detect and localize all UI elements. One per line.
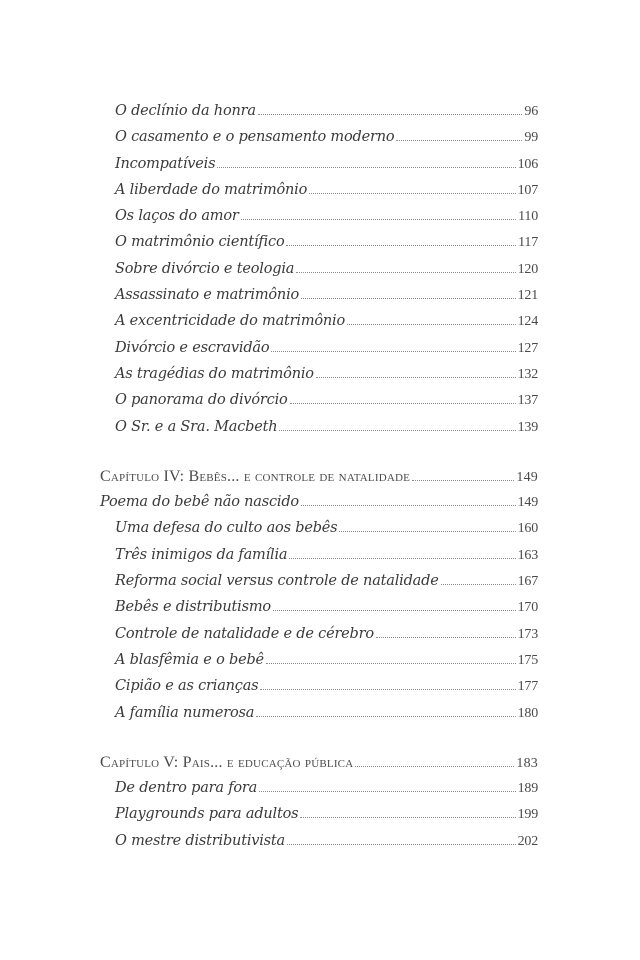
chapter-page: 149 <box>516 469 538 485</box>
entry-page: 106 <box>517 156 538 172</box>
leader-dots <box>290 403 516 404</box>
entry-title: Os laços do amor <box>115 208 239 225</box>
entry-title: A família numerosa <box>115 704 255 721</box>
toc-entry <box>100 599 538 625</box>
entry-title: A liberdade do matrimônio <box>115 181 308 198</box>
leader-dots <box>316 377 516 378</box>
toc-entry <box>100 156 538 182</box>
entry-title: Incompatíveis <box>115 155 216 172</box>
toc-section-a <box>100 103 538 445</box>
entry-page: 170 <box>517 600 538 616</box>
leader-dots <box>241 219 517 220</box>
chapter-title: Capítulo V: Pais... e educação pública <box>100 753 354 771</box>
leader-dots <box>273 610 516 611</box>
leader-dots <box>376 637 516 638</box>
entry-title: A excentricidade do matrimônio <box>115 313 346 330</box>
leader-dots <box>217 167 515 168</box>
entry-title: O Sr. e a Sra. Macbeth <box>115 418 278 435</box>
leader-dots <box>296 272 515 273</box>
chapter-v-heading <box>100 754 538 780</box>
toc-entry <box>100 494 538 520</box>
toc-entry <box>100 287 538 313</box>
toc-entry <box>100 366 538 392</box>
toc-section-b <box>100 494 538 731</box>
entry-title: O mestre distributivista <box>115 832 286 849</box>
toc-entry <box>100 806 538 832</box>
leader-dots <box>279 430 515 431</box>
leader-dots <box>441 584 516 585</box>
entry-title: Controle de natalidade e de cérebro <box>115 625 374 642</box>
leader-dots <box>412 480 514 481</box>
toc-entry <box>100 129 538 155</box>
entry-page: 107 <box>517 182 538 198</box>
entry-title: Assassinato e matrimônio <box>115 287 300 304</box>
entry-page: 96 <box>524 104 538 119</box>
toc-entry <box>100 261 538 287</box>
toc-entry <box>100 340 538 366</box>
entry-title: O casamento e o pensamento moderno <box>115 129 395 146</box>
entry-page: 199 <box>517 807 538 823</box>
entry-page: 175 <box>517 652 538 668</box>
leader-dots <box>289 558 515 559</box>
entry-page: 167 <box>517 574 538 590</box>
leader-dots <box>301 298 516 299</box>
table-of-contents <box>100 103 538 859</box>
entry-title: Bebês e distributismo <box>115 599 271 616</box>
leader-dots <box>309 193 515 194</box>
leader-dots <box>347 324 516 325</box>
toc-entry <box>100 234 538 260</box>
leader-dots <box>396 140 522 141</box>
toc-entry <box>100 313 538 339</box>
entry-title: Cipião e as crianças <box>115 678 259 695</box>
entry-page: 189 <box>517 781 538 797</box>
toc-entry <box>100 678 538 704</box>
entry-title: Uma defesa do culto aos bebês <box>115 520 338 537</box>
entry-page: 127 <box>517 340 538 356</box>
entry-page: 120 <box>517 261 538 277</box>
toc-entry <box>100 208 538 234</box>
leader-dots <box>286 245 516 246</box>
toc-entry <box>100 626 538 652</box>
entry-page: 180 <box>517 705 538 721</box>
entry-title: A blasfêmia e o bebê <box>115 651 264 668</box>
leader-dots <box>287 844 516 845</box>
entry-title: O declínio da honra <box>115 103 256 119</box>
entry-title: Três inimigos da família <box>115 546 288 563</box>
entry-title: Divórcio e escravidão <box>115 339 270 356</box>
chapter-page: 183 <box>516 755 538 771</box>
leader-dots <box>301 505 516 506</box>
toc-entry <box>100 573 538 599</box>
entry-page: 149 <box>517 495 538 511</box>
entry-title: As tragédias do matrimônio <box>115 365 314 382</box>
chapter-iv-heading <box>100 468 538 494</box>
leader-dots <box>271 351 515 352</box>
toc-section-c <box>100 780 538 859</box>
entry-page: 160 <box>517 521 538 537</box>
toc-entry <box>100 547 538 573</box>
entry-page: 173 <box>517 626 538 642</box>
toc-entry <box>100 833 538 859</box>
entry-page: 99 <box>524 130 538 146</box>
leader-dots <box>259 791 515 792</box>
entry-page: 124 <box>517 314 538 330</box>
entry-title: O panorama do divórcio <box>115 392 288 409</box>
leader-dots <box>300 817 515 818</box>
toc-entry <box>100 780 538 806</box>
leader-dots <box>258 114 523 115</box>
entry-title: Sobre divórcio e teologia <box>115 260 295 277</box>
toc-entry <box>100 103 538 129</box>
toc-entry <box>100 652 538 678</box>
entry-page: 117 <box>518 235 538 251</box>
entry-page: 202 <box>517 833 538 849</box>
entry-title: Playgrounds para adultos <box>115 806 299 823</box>
entry-title: Reforma social versus controle de natalidade <box>115 573 439 590</box>
entry-page: 132 <box>517 366 538 382</box>
toc-entry <box>100 392 538 418</box>
chapter-title: Capítulo IV: Bebês... e controle de natalidade <box>100 467 411 485</box>
entry-title: Poema do bebê não nascido <box>100 494 299 511</box>
leader-dots <box>260 689 515 690</box>
entry-page: 110 <box>518 209 538 225</box>
entry-page: 177 <box>517 679 538 695</box>
entry-page: 121 <box>517 288 538 304</box>
leader-dots <box>256 716 515 717</box>
entry-title: O matrimônio científico <box>115 234 285 251</box>
toc-entry <box>100 419 538 445</box>
entry-page: 137 <box>517 393 538 409</box>
leader-dots <box>355 766 514 767</box>
entry-page: 139 <box>517 419 538 435</box>
entry-title: De dentro para fora <box>115 780 258 797</box>
entry-page: 163 <box>517 547 538 563</box>
toc-entry <box>100 182 538 208</box>
toc-entry <box>100 705 538 731</box>
toc-entry <box>100 520 538 546</box>
leader-dots <box>266 663 516 664</box>
leader-dots <box>339 531 515 532</box>
